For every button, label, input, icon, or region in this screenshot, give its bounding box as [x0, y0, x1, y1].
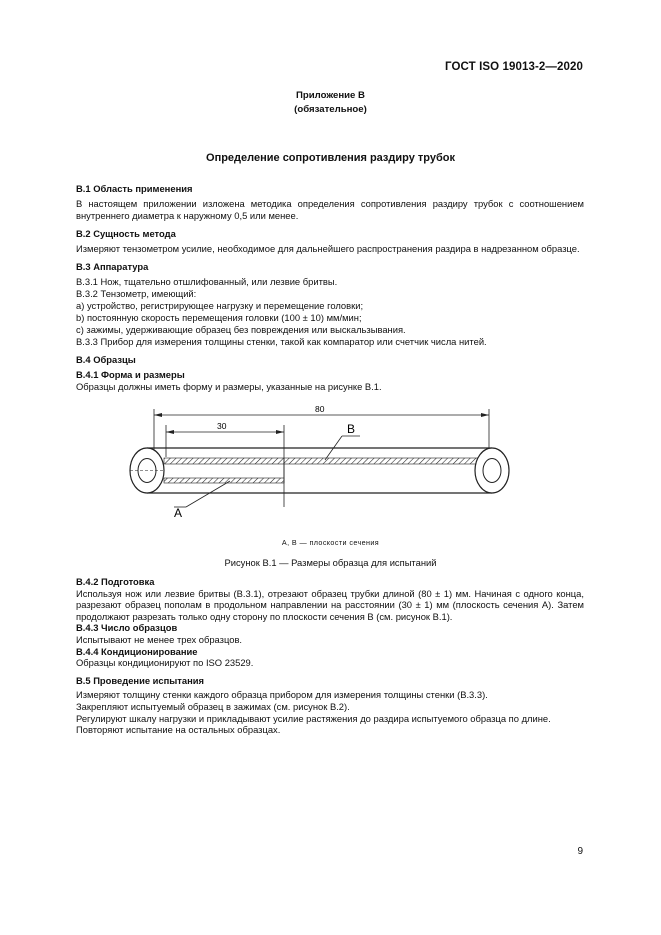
section-b3-line: В.3.3 Прибор для измерения толщины стенки, такой как компаратор или счетчик числа нитей. — [76, 336, 487, 347]
dim-cut-label: 30 — [217, 421, 227, 431]
section-b3-line: а) устройство, регистрирующее нагрузку и перемещение головки; — [76, 300, 364, 311]
section-b42-text: Используя нож или лезвие бритвы (В.3.1), отрезают образец трубки длиной (80 ± 1) мм. Начиная с одного конца, разрезают образец пополам в продольном направлении на расстоянии (30 ± 1) мм (плоскость сечения А). Затем продолжают разрезать только одну сторону по плоскости сечения В (см. рисунок В.1). — [76, 587, 584, 622]
section-b5-line: Регулируют шкалу нагрузки и прикладывают усилие растяжения до раздира испытуемого образца по длине. — [76, 712, 551, 724]
figure-b1 — [76, 395, 584, 555]
section-b2-heading: В.2 Сущность метода — [76, 228, 176, 239]
leader-a — [186, 481, 230, 507]
section-b1-text: В настоящем приложении изложена методика определения сопротивления раздиру трубок с соотношением внутреннего диаметра к наружному 0,5 или менее. — [76, 198, 584, 221]
section-b5-heading: В.5 Проведение испытания — [76, 674, 204, 686]
section-b42-heading: В.4.2 Подготовка — [76, 576, 155, 587]
page-number: 9 — [577, 846, 583, 857]
main-title: Определение сопротивления раздиру трубок — [206, 152, 455, 164]
section-b3-heading: В.3 Аппаратура — [76, 261, 149, 272]
section-b3-line: с) зажимы, удерживающие образец без повреждения или выскальзывания. — [76, 324, 406, 335]
annex-subtitle: (обязательное) — [294, 104, 367, 115]
section-b5-line: Повторяют испытание на остальных образцах. — [76, 724, 281, 736]
section-b3-line: В.3.1 Нож, тщательно отшлифованный, или лезвие бритвы. — [76, 276, 338, 287]
section-b44-text: Образцы кондиционируют по ISO 23529. — [76, 657, 254, 669]
content-bottom — [76, 576, 584, 736]
label-a: А — [174, 506, 183, 520]
section-b1-heading: В.1 Область применения — [76, 183, 193, 194]
section-b2-text: Измеряют тензометром усилие, необходимое для дальнейшего распространения раздира в надрезанном образце. — [76, 243, 580, 254]
label-b: В — [347, 422, 356, 436]
section-b4-heading: В.4 Образцы — [76, 354, 136, 365]
dim-total-label: 80 — [315, 404, 325, 414]
section-b44-heading: В.4.4 Кондиционирование — [76, 645, 198, 657]
section-b5-line: Измеряют толщину стенки каждого образца прибором для измерения толщины стенки (В.3.3). — [76, 689, 488, 701]
section-plane-b — [164, 458, 490, 464]
section-b41-text: Образцы должны иметь форму и размеры, указанные на рисунке В.1. — [76, 381, 382, 392]
content-top — [76, 183, 584, 555]
annex-title: Приложение В — [296, 90, 365, 101]
section-b3-line: b) постоянную скорость перемещения головки (100 ± 10) мм/мин; — [76, 312, 362, 323]
section-b43-text: Испытывают не менее трех образцов. — [76, 633, 243, 645]
section-plane-a — [164, 478, 284, 483]
figure-caption: Рисунок В.1 — Размеры образца для испытаний — [224, 557, 437, 568]
section-b43-heading: В.4.3 Число образцов — [76, 622, 178, 634]
section-b41-heading: В.4.1 Форма и размеры — [76, 369, 185, 380]
standard-designation: ГОСТ ISO 19013-2—2020 — [445, 61, 583, 73]
section-b5-line: Закрепляют испытуемый образец в зажимах (см. рисунок В.2). — [76, 700, 350, 712]
section-b3-line: В.3.2 Тензометр, имеющий: — [76, 288, 197, 299]
tube-drawing — [120, 395, 550, 525]
figure-legend: А, В — плоскости сечения — [281, 538, 380, 547]
